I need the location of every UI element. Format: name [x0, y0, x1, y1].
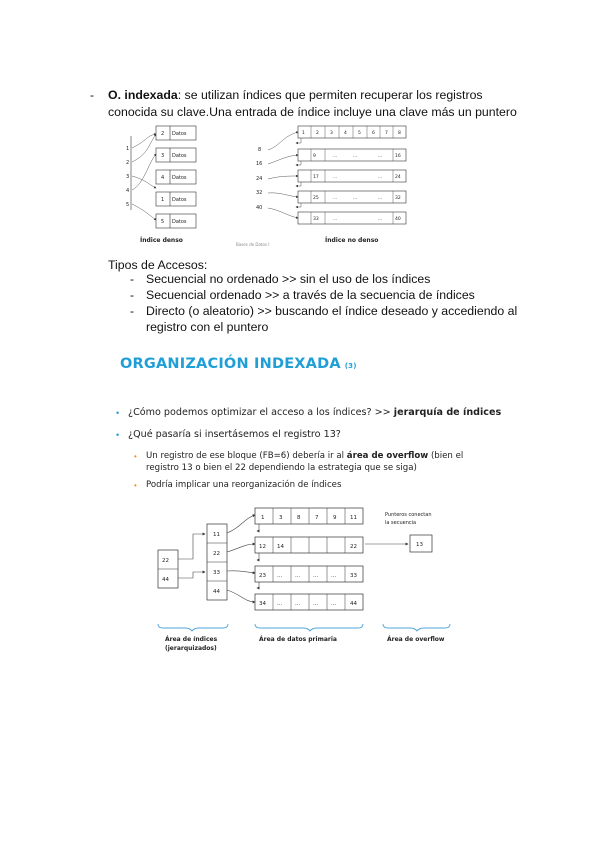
slide-bullet-1: [128, 407, 501, 418]
overflow-note-line-2: la secuencia: [385, 520, 417, 526]
slide-sub-bullet-1-line-2: registro 13 o bien el 22 dependiendo la estrategia que se siga): [146, 463, 417, 473]
slide-bullet-2: ¿Qué pasaría si insertásemos el registro 13?: [128, 429, 341, 440]
data-cell: 34: [259, 601, 266, 607]
nd-cell: 2: [316, 131, 319, 136]
dense-index-keys: [126, 146, 129, 208]
term-o-indexada: O. indexada: [108, 88, 178, 102]
nd-dots: ...: [333, 175, 338, 180]
nd-row-end: 24: [395, 175, 401, 180]
data-cell: 14: [277, 544, 284, 550]
dense-key: 4: [126, 188, 130, 194]
second-index-key: 11: [213, 532, 220, 538]
nd-dots: ...: [333, 154, 338, 159]
index-diagram-figure: [108, 124, 418, 252]
area-indices-label: Área de índices: [165, 636, 218, 643]
nd-key: 8: [258, 147, 262, 153]
data-cell: 12: [259, 544, 266, 550]
slide-title: [120, 356, 357, 372]
dense-row-key: 3: [161, 153, 165, 159]
area-overflow-label: Área de overflow: [387, 636, 445, 643]
dense-row-key: 4: [161, 175, 165, 181]
slide-title-text: ORGANIZACIÓN INDEXADA: [120, 356, 341, 372]
dense-index: [126, 126, 196, 244]
tipos-title: Tipos de Accesos:: [108, 258, 208, 272]
data-cell: ...: [331, 601, 337, 607]
slide-bullet-1-bold: jerarquía de índices: [393, 407, 502, 418]
nd-dots: ...: [353, 196, 358, 201]
paragraph-line-1: [108, 87, 483, 103]
nd-dots: ...: [378, 217, 383, 222]
dense-row-text: Datos: [172, 197, 187, 203]
nd-cell: 4: [344, 131, 347, 136]
overflow-area: [365, 512, 432, 552]
dense-row-key: 1: [161, 197, 165, 203]
nd-dots: ...: [333, 217, 338, 222]
area-datos-label: Área de datos primaria: [259, 636, 337, 643]
nd-row-start: 17: [313, 175, 319, 180]
second-level-index: [207, 524, 227, 600]
list-dash: -: [130, 288, 135, 302]
top-index-key: 22: [162, 558, 169, 564]
top-index-key: 44: [162, 577, 169, 583]
nd-cell: 6: [372, 131, 375, 136]
tipos-item-text: Secuencial no ordenado >> sin el uso de los índices: [146, 272, 431, 286]
nd-key: 16: [256, 161, 263, 167]
dense-key: 1: [126, 146, 130, 152]
nd-row-end: 16: [395, 154, 401, 159]
data-cell: ...: [313, 601, 319, 607]
nd-key: 40: [256, 205, 263, 211]
sub-bullet-1-bold: área de overflow: [346, 451, 429, 461]
dense-key: 5: [126, 202, 130, 208]
hierarchical-index-figure: [155, 498, 500, 664]
nd-key: 24: [256, 176, 263, 182]
list-dash: -: [130, 304, 135, 318]
data-cell: 44: [350, 601, 357, 607]
tipos-item-continuation: registro con el puntero: [146, 320, 269, 334]
sub-bullet-1-tail: (bien el: [428, 451, 464, 461]
dense-row-text: Datos: [172, 175, 187, 181]
nd-other-rows: [313, 153, 401, 222]
nd-cell: 3: [330, 131, 333, 136]
nd-key: 32: [256, 190, 263, 196]
dense-row-text: Datos: [172, 153, 187, 159]
data-cell: ...: [295, 573, 301, 579]
data-cell: 7: [315, 515, 319, 521]
nd-row-start: 33: [313, 217, 319, 222]
bullet: •: [116, 430, 120, 440]
data-cell: ...: [277, 601, 283, 607]
data-cell: ...: [277, 573, 283, 579]
slide-sub-bullet-2: Podría implicar una reorganización de índices: [146, 480, 342, 490]
nd-dots: ...: [353, 154, 358, 159]
nd-dots: ...: [378, 154, 383, 159]
sub-bullet-1-text: Un registro de ese bloque (FB=6) debería ir al: [146, 451, 347, 461]
data-cell: 8: [297, 515, 301, 521]
nd-dots: ...: [333, 196, 338, 201]
paragraph-line-2: conocida su clave.Una entrada de índice incluye una clave más un puntero: [108, 105, 517, 119]
data-cell: 3: [279, 515, 283, 521]
paragraph-line-1-rest: : se utilizan índices que permiten recuperar los registros: [177, 88, 483, 102]
dense-key: 2: [126, 160, 130, 166]
dense-index-label: Índice denso: [140, 237, 183, 244]
data-cell: 11: [350, 515, 357, 521]
nd-cell: 1: [302, 131, 305, 136]
slide-title-number: (3): [344, 362, 357, 370]
nd-cell: 8: [398, 131, 401, 136]
sub-bullet: •: [134, 481, 137, 490]
non-dense-index: [256, 126, 406, 244]
nd-row-start: 25: [313, 196, 319, 201]
nd-row-end: 32: [395, 196, 401, 201]
dense-row-key: 5: [161, 219, 165, 225]
top-level-index: [158, 550, 178, 588]
data-cell: 33: [350, 573, 357, 579]
second-index-key: 44: [213, 589, 220, 595]
nd-row-end: 40: [395, 217, 401, 222]
non-dense-index-label: Índice no denso: [325, 237, 379, 244]
list-dash: -: [90, 88, 95, 102]
data-cell: ...: [331, 573, 337, 579]
dense-row-text: Datos: [172, 219, 187, 225]
data-cell: ...: [313, 573, 319, 579]
dense-key: 3: [126, 174, 130, 180]
data-cell: 1: [261, 515, 265, 521]
bullet: •: [116, 408, 120, 418]
data-cell: 23: [259, 573, 266, 579]
figure-caption: Bases de Datos I: [236, 242, 270, 247]
nd-dots: ...: [378, 175, 383, 180]
second-index-key: 22: [213, 551, 220, 557]
overflow-record: 13: [416, 542, 423, 548]
dense-row-key: 2: [161, 131, 165, 137]
tipos-item-text: Directo (o aleatorio) >> buscando el índice deseado y accediendo al: [146, 304, 518, 318]
tipos-item-text: Secuencial ordenado >> a través de la secuencia de índices: [146, 288, 475, 302]
second-index-key: 33: [213, 570, 220, 576]
data-cell: 22: [350, 544, 357, 550]
area-indices-sublabel: (jerarquizados): [165, 645, 217, 652]
data-cell: ...: [295, 601, 301, 607]
dense-row-text: Datos: [172, 131, 187, 137]
data-cell: 9: [333, 515, 337, 521]
nd-cell: 5: [358, 131, 361, 136]
nd-cell: 7: [385, 131, 388, 136]
slide-sub-bullet-1: [146, 451, 463, 461]
list-dash: -: [130, 272, 135, 286]
nd-row-start: 9: [313, 154, 316, 159]
slide-bullet-1-text: ¿Cómo podemos optimizar el acceso a los índices? >>: [128, 407, 394, 418]
nd-dots: ...: [378, 196, 383, 201]
area-braces: [158, 624, 450, 631]
sub-bullet: •: [134, 452, 137, 461]
non-dense-keys: [256, 147, 262, 211]
overflow-note-line-1: Punteros conectan: [385, 512, 432, 518]
